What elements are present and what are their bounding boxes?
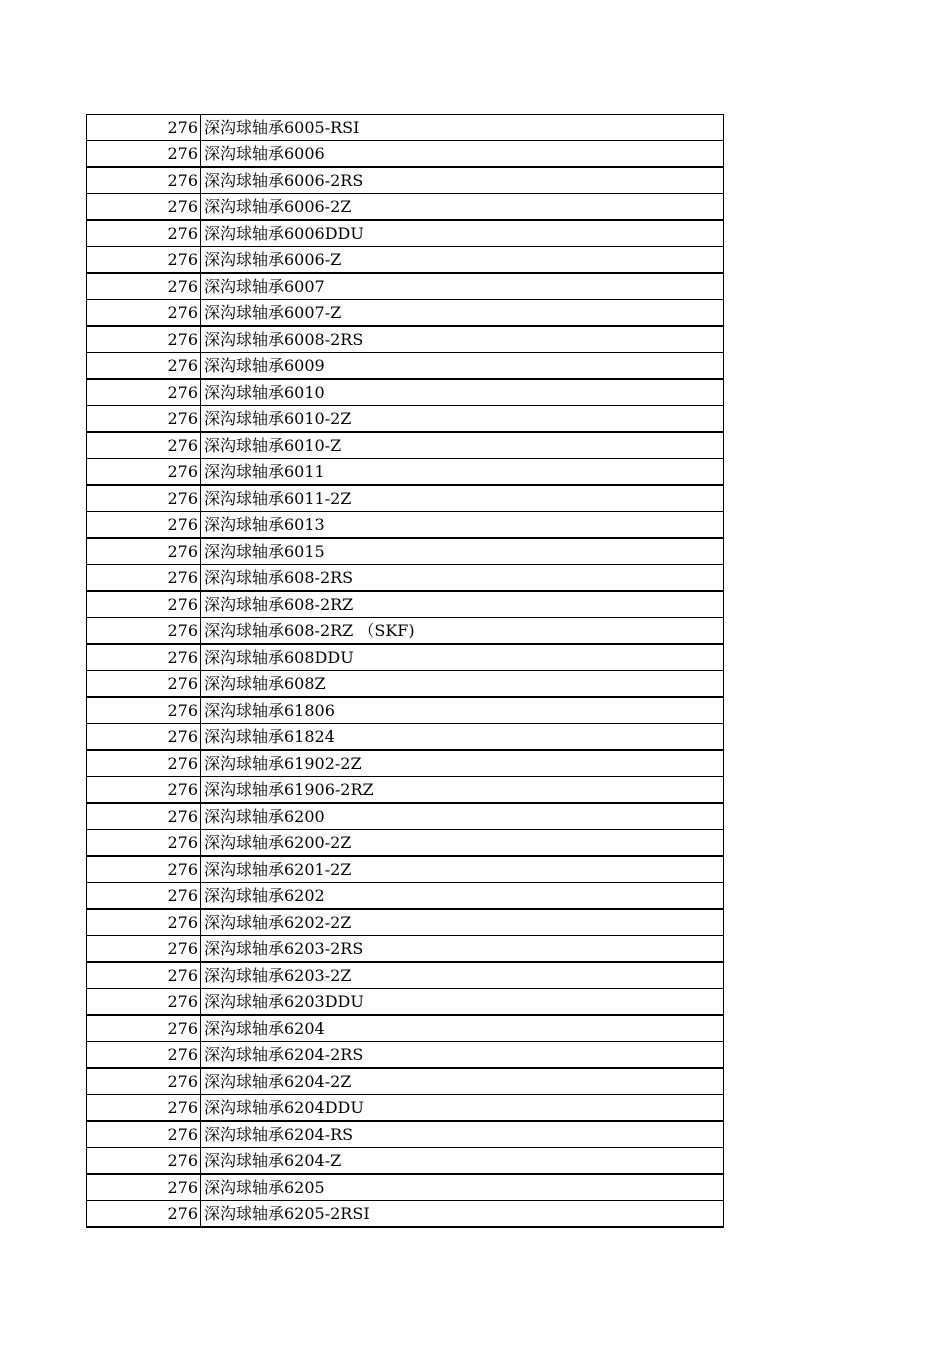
row-number-cell[interactable]: 276	[87, 883, 201, 910]
table-row	[87, 1015, 724, 1042]
product-name-cell[interactable]: 深沟球轴承6204-RS	[201, 1121, 724, 1148]
row-number-cell[interactable]: 276	[87, 1201, 201, 1228]
row-number-cell[interactable]: 276	[87, 777, 201, 804]
row-number-cell[interactable]: 276	[87, 1148, 201, 1175]
row-number-cell[interactable]: 276	[87, 220, 201, 247]
bearing-table-body	[87, 115, 724, 1228]
product-name-cell[interactable]: 深沟球轴承6202-2Z	[201, 909, 724, 936]
product-name-cell[interactable]: 深沟球轴承6204-2RS	[201, 1042, 724, 1069]
row-number-cell[interactable]: 276	[87, 141, 201, 168]
product-name-cell[interactable]: 深沟球轴承61906-2RZ	[201, 777, 724, 804]
table-row	[87, 115, 724, 141]
row-number-cell[interactable]: 276	[87, 936, 201, 963]
product-name-cell[interactable]: 深沟球轴承6202	[201, 883, 724, 910]
table-row	[87, 326, 724, 353]
table-row	[87, 803, 724, 830]
table-row	[87, 750, 724, 777]
row-number-cell[interactable]: 276	[87, 803, 201, 830]
product-name-cell[interactable]: 深沟球轴承61806	[201, 697, 724, 724]
product-name-cell[interactable]: 深沟球轴承608DDU	[201, 644, 724, 671]
row-number-cell[interactable]: 276	[87, 273, 201, 300]
product-name-cell[interactable]: 深沟球轴承6204-Z	[201, 1148, 724, 1175]
product-name-cell[interactable]: 深沟球轴承6005-RSI	[201, 115, 724, 141]
table-row	[87, 618, 724, 645]
product-name-cell[interactable]: 深沟球轴承6203-2RS	[201, 936, 724, 963]
table-row	[87, 194, 724, 221]
product-name-cell[interactable]: 深沟球轴承6006-Z	[201, 247, 724, 274]
table-row	[87, 644, 724, 671]
product-name-cell[interactable]: 深沟球轴承608-2RZ	[201, 591, 724, 618]
row-number-cell[interactable]: 276	[87, 326, 201, 353]
table-row	[87, 1068, 724, 1095]
table-row	[87, 512, 724, 539]
table-row	[87, 724, 724, 751]
row-number-cell[interactable]: 276	[87, 459, 201, 486]
table-row	[87, 1095, 724, 1122]
row-number-cell[interactable]: 276	[87, 247, 201, 274]
table-row	[87, 485, 724, 512]
table-row	[87, 936, 724, 963]
table-row	[87, 538, 724, 565]
table-row	[87, 591, 724, 618]
row-number-cell[interactable]: 276	[87, 909, 201, 936]
product-name-cell[interactable]: 深沟球轴承61902-2Z	[201, 750, 724, 777]
table-row	[87, 1201, 724, 1228]
table-row	[87, 1174, 724, 1201]
table-row	[87, 1121, 724, 1148]
product-name-cell[interactable]: 深沟球轴承6200	[201, 803, 724, 830]
product-name-cell[interactable]: 深沟球轴承6006-2RS	[201, 167, 724, 194]
table-row	[87, 777, 724, 804]
table-row	[87, 989, 724, 1016]
table-row	[87, 459, 724, 486]
product-name-cell[interactable]: 深沟球轴承6204DDU	[201, 1095, 724, 1122]
row-number-cell[interactable]: 276	[87, 1068, 201, 1095]
table-row	[87, 671, 724, 698]
row-number-cell[interactable]: 276	[87, 618, 201, 645]
product-name-cell[interactable]: 深沟球轴承6006DDU	[201, 220, 724, 247]
row-number-cell[interactable]: 276	[87, 406, 201, 433]
table-row	[87, 830, 724, 857]
table-row	[87, 220, 724, 247]
product-name-cell[interactable]: 深沟球轴承6011	[201, 459, 724, 486]
row-number-cell[interactable]: 276	[87, 1121, 201, 1148]
table-row	[87, 141, 724, 168]
table-row	[87, 432, 724, 459]
row-number-cell[interactable]: 276	[87, 856, 201, 883]
product-name-cell[interactable]: 深沟球轴承6200-2Z	[201, 830, 724, 857]
row-number-cell[interactable]: 276	[87, 1015, 201, 1042]
row-number-cell[interactable]: 276	[87, 167, 201, 194]
bearing-table	[86, 114, 724, 1228]
row-number-cell[interactable]: 276	[87, 485, 201, 512]
table-row	[87, 353, 724, 380]
product-name-cell[interactable]: 深沟球轴承608-2RZ （SKF)	[201, 618, 724, 645]
table-row	[87, 247, 724, 274]
product-name-cell[interactable]: 深沟球轴承6203DDU	[201, 989, 724, 1016]
row-number-cell[interactable]: 276	[87, 432, 201, 459]
row-number-cell[interactable]: 276	[87, 1174, 201, 1201]
row-number-cell[interactable]: 276	[87, 512, 201, 539]
product-name-cell[interactable]: 深沟球轴承6009	[201, 353, 724, 380]
product-name-cell[interactable]: 深沟球轴承6011-2Z	[201, 485, 724, 512]
product-name-cell[interactable]: 深沟球轴承6007-Z	[201, 300, 724, 327]
row-number-cell[interactable]: 276	[87, 724, 201, 751]
product-name-cell[interactable]: 深沟球轴承6010-Z	[201, 432, 724, 459]
row-number-cell[interactable]: 276	[87, 538, 201, 565]
table-row	[87, 697, 724, 724]
table-row	[87, 962, 724, 989]
row-number-cell[interactable]: 276	[87, 1042, 201, 1069]
product-name-cell[interactable]: 深沟球轴承61824	[201, 724, 724, 751]
row-number-cell[interactable]: 276	[87, 697, 201, 724]
table-row	[87, 1148, 724, 1175]
row-number-cell[interactable]: 276	[87, 353, 201, 380]
row-number-cell[interactable]: 276	[87, 989, 201, 1016]
table-row	[87, 883, 724, 910]
product-name-cell[interactable]: 深沟球轴承6015	[201, 538, 724, 565]
row-number-cell[interactable]: 276	[87, 671, 201, 698]
table-row	[87, 273, 724, 300]
row-number-cell[interactable]: 276	[87, 565, 201, 592]
row-number-cell[interactable]: 276	[87, 194, 201, 221]
product-name-cell[interactable]: 深沟球轴承6006	[201, 141, 724, 168]
product-name-cell[interactable]: 深沟球轴承6010	[201, 379, 724, 406]
product-name-cell[interactable]: 深沟球轴承6204-2Z	[201, 1068, 724, 1095]
product-name-cell[interactable]: 深沟球轴承6008-2RS	[201, 326, 724, 353]
row-number-cell[interactable]: 276	[87, 830, 201, 857]
row-number-cell[interactable]: 276	[87, 644, 201, 671]
product-name-cell[interactable]: 深沟球轴承6010-2Z	[201, 406, 724, 433]
table-row	[87, 300, 724, 327]
product-name-cell[interactable]: 深沟球轴承608Z	[201, 671, 724, 698]
row-number-cell[interactable]: 276	[87, 115, 201, 141]
product-name-cell[interactable]: 深沟球轴承6201-2Z	[201, 856, 724, 883]
table-row	[87, 167, 724, 194]
table-row	[87, 565, 724, 592]
product-name-cell[interactable]: 深沟球轴承6205-2RSI	[201, 1201, 724, 1228]
product-name-cell[interactable]: 深沟球轴承608-2RS	[201, 565, 724, 592]
row-number-cell[interactable]: 276	[87, 1095, 201, 1122]
product-name-cell[interactable]: 深沟球轴承6205	[201, 1174, 724, 1201]
table-row	[87, 406, 724, 433]
table-row	[87, 1042, 724, 1069]
table-row	[87, 379, 724, 406]
product-name-cell[interactable]: 深沟球轴承6007	[201, 273, 724, 300]
table-row	[87, 856, 724, 883]
row-number-cell[interactable]: 276	[87, 962, 201, 989]
product-name-cell[interactable]: 深沟球轴承6204	[201, 1015, 724, 1042]
product-name-cell[interactable]: 深沟球轴承6013	[201, 512, 724, 539]
row-number-cell[interactable]: 276	[87, 750, 201, 777]
row-number-cell[interactable]: 276	[87, 300, 201, 327]
product-name-cell[interactable]: 深沟球轴承6006-2Z	[201, 194, 724, 221]
table-row	[87, 909, 724, 936]
row-number-cell[interactable]: 276	[87, 591, 201, 618]
product-name-cell[interactable]: 深沟球轴承6203-2Z	[201, 962, 724, 989]
row-number-cell[interactable]: 276	[87, 379, 201, 406]
